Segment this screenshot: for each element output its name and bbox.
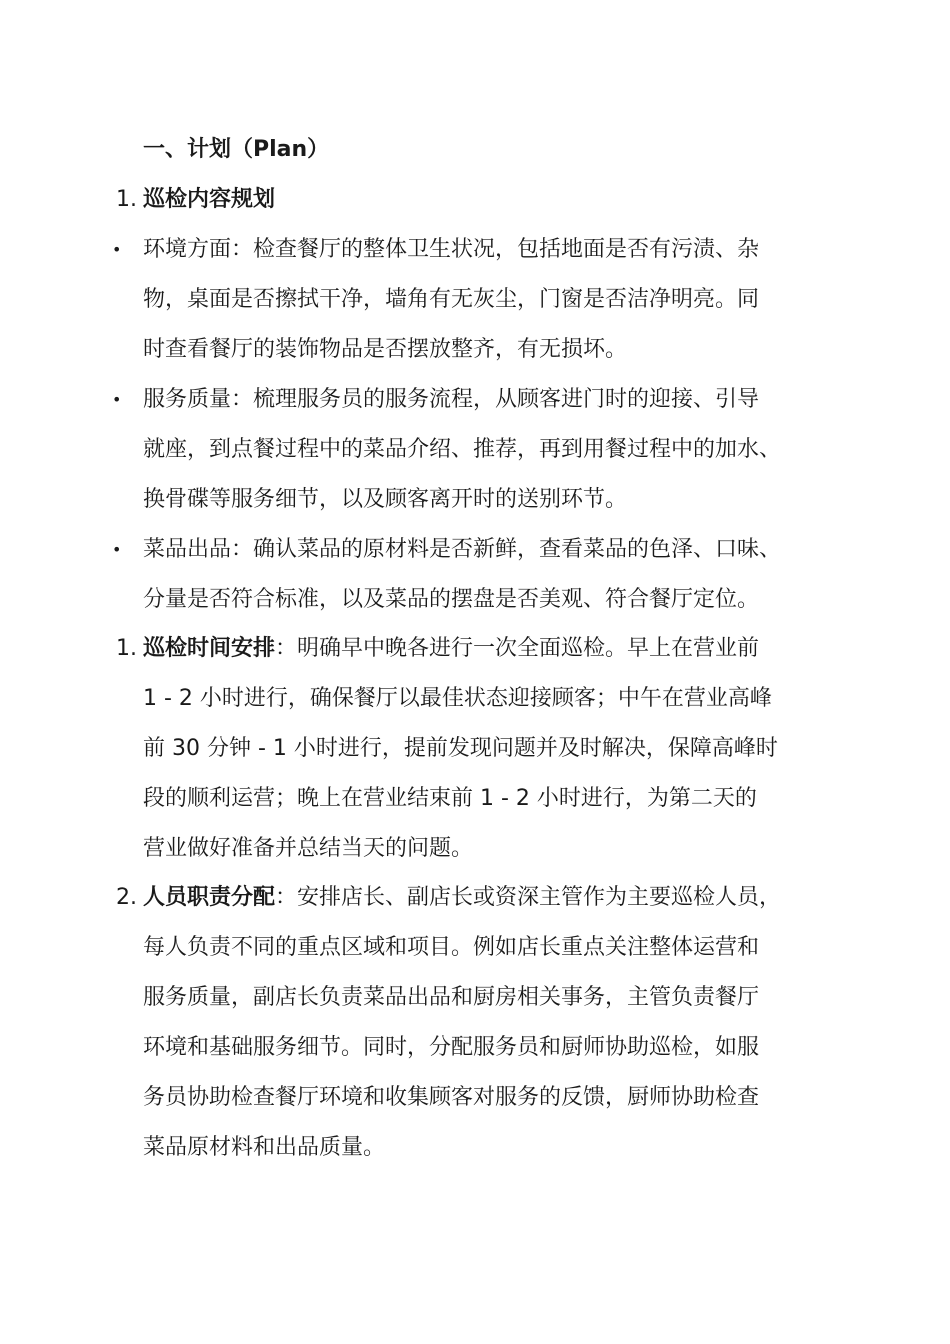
item-title: 巡检时间安排 xyxy=(143,636,276,661)
paragraph-line: 菜品出品：确认菜品的原材料是否新鲜，查看菜品的色泽、口味、 xyxy=(143,537,782,562)
item-title: 巡检内容规划 xyxy=(143,187,276,212)
paragraph-line: 环境方面：检查餐厅的整体卫生状况，包括地面是否有污渍、杂 xyxy=(143,237,760,262)
paragraph-line: 段的顺利运营；晚上在营业结束前 1 - 2 小时进行，为第二天的 xyxy=(143,786,757,811)
list-number: 1. xyxy=(116,636,137,661)
paragraph-line: 1 - 2 小时进行，确保餐厅以最佳状态迎接顾客；中午在营业高峰 xyxy=(143,686,772,711)
paragraph-line: 环境和基础服务细节。同时，分配服务员和厨师协助巡检，如服 xyxy=(143,1035,760,1060)
item-text: ：明确早中晚各进行一次全面巡检。早上在营业前 xyxy=(275,636,760,661)
paragraph-line: 时查看餐厅的装饰物品是否摆放整齐，有无损坏。 xyxy=(143,337,628,362)
paragraph-line: 营业做好准备并总结当天的问题。 xyxy=(143,836,474,861)
paragraph-line: 菜品原材料和出品质量。 xyxy=(143,1135,386,1160)
paragraph-line: 服务质量，副店长负责菜品出品和厨房相关事务，主管负责餐厅 xyxy=(143,985,760,1010)
paragraph-line: 分量是否符合标准，以及菜品的摆盘是否美观、符合餐厅定位。 xyxy=(143,587,760,612)
list-number: 1. xyxy=(116,187,137,212)
paragraph-line: 服务质量：梳理服务员的服务流程，从顾客进门时的迎接、引导 xyxy=(143,387,760,412)
paragraph-line: 物，桌面是否擦拭干净，墙角有无灰尘，门窗是否洁净明亮。同 xyxy=(143,287,760,312)
bullet-marker: • xyxy=(112,240,122,259)
paragraph-line: 就座，到点餐过程中的菜品介绍、推荐，再到用餐过程中的加水、 xyxy=(143,437,782,462)
item-text: ：安排店长、副店长或资深主管作为主要巡检人员， xyxy=(275,885,782,910)
list-number: 2. xyxy=(116,885,137,910)
paragraph-line: 务员协助检查餐厅环境和收集顾客对服务的反馈，厨师协助检查 xyxy=(143,1085,760,1110)
paragraph-line: 前 30 分钟 - 1 小时进行，提前发现问题并及时解决，保障高峰时 xyxy=(143,736,778,761)
section-heading: 一、计划（Plan） xyxy=(143,137,330,162)
paragraph-line: 每人负责不同的重点区域和项目。例如店长重点关注整体运营和 xyxy=(143,935,760,960)
bullet-marker: • xyxy=(112,390,122,409)
bullet-marker: • xyxy=(112,540,122,559)
paragraph-line: 换骨碟等服务细节，以及顾客离开时的送别环节。 xyxy=(143,487,628,512)
item-title: 人员职责分配 xyxy=(143,885,276,910)
paragraph-line xyxy=(143,635,759,663)
paragraph-line xyxy=(143,884,781,912)
